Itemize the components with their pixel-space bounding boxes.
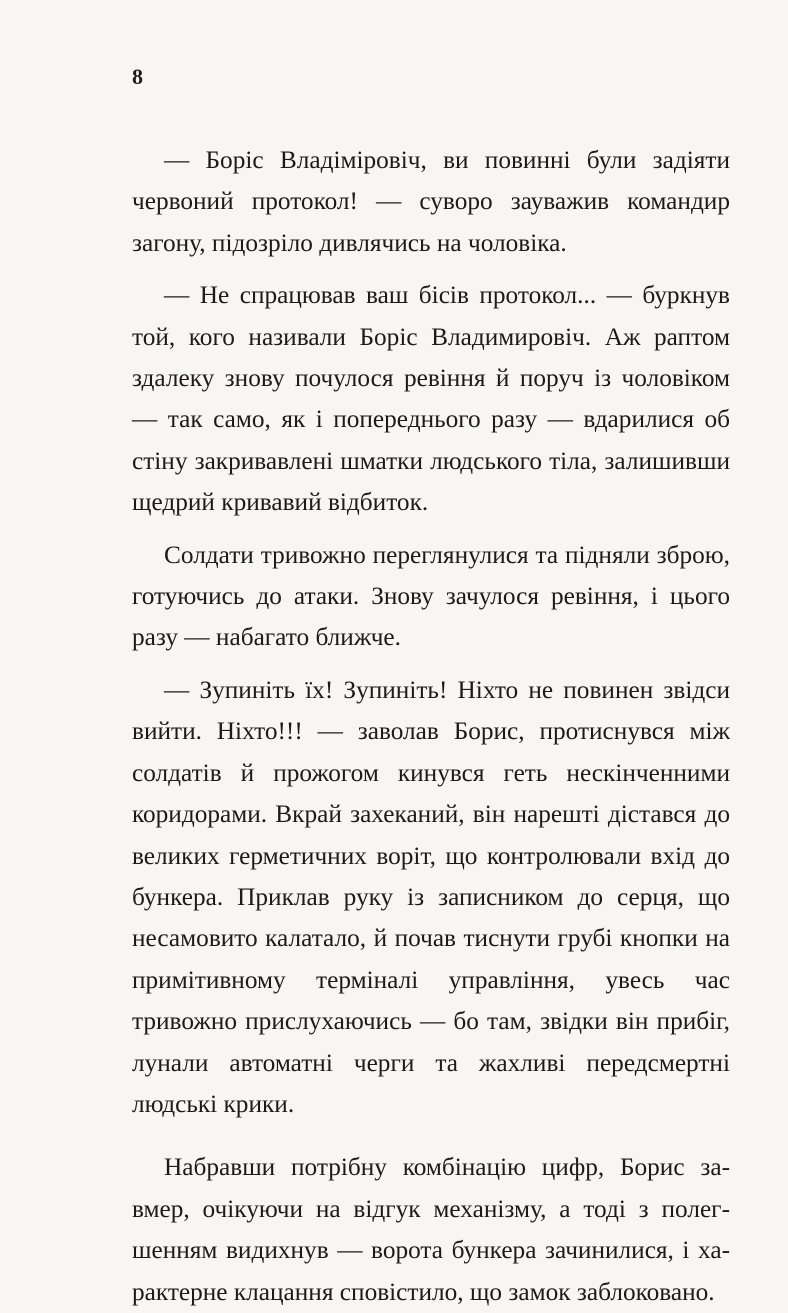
paragraph-2: — Не спрацював ваш бісів протокол... — буркнув той, кого називали Боріс Владимировіч. Аж раптом здалеку знову почулося ревіння й поруч із чоловіком — так само, як і попереднього разу — вдарилися об стіну закривавлені шматки людського тіла, залишивши щедрий кривавий відбиток. <box>132 281 730 517</box>
paragraph-5: Набравши потрібну комбінацію цифр, Борис завмер, очікуючи на відгук механізму, а тоді з полегшенням видихнув — ворота бункера зачинилися, і характерне клацання сповістило, що замок заблоковано. <box>132 1153 730 1306</box>
page-number: 8 <box>132 64 143 89</box>
paragraph-4: — Зупиніть їх! Зупиніть! Ніхто не повинен звідси вийти. Ніхто!!! — заволав Борис, протиснувся між солдатів й прожогом кинувся геть нескінченними коридорами. Вкрай захеканий, він нарешті дістався до великих герметичних воріт, що контролювали вхід до бункера. Приклав руку із записником до серця, що несамовито калатало, й почав тиснути грубі кнопки на примітивному терміналі управління, увесь час тривожно прислухаючись — бо там, звідки він прибіг, лунали автоматні черги та жахливі передсмертні людські крики. <box>132 675 730 1118</box>
paragraph-1: — Боріс Владіміровіч, ви повинні були задіяти червоний протокол! — суворо зауважив командир загону, підозріло дивлячись на чоловіка. <box>132 146 730 257</box>
paragraph-3: Солдати тривожно переглянулися та підняли зброю, готуючись до атаки. Знову зачулося ревіння, і цього разу — набагато ближче. <box>132 540 730 652</box>
body-text <box>132 140 730 1313</box>
